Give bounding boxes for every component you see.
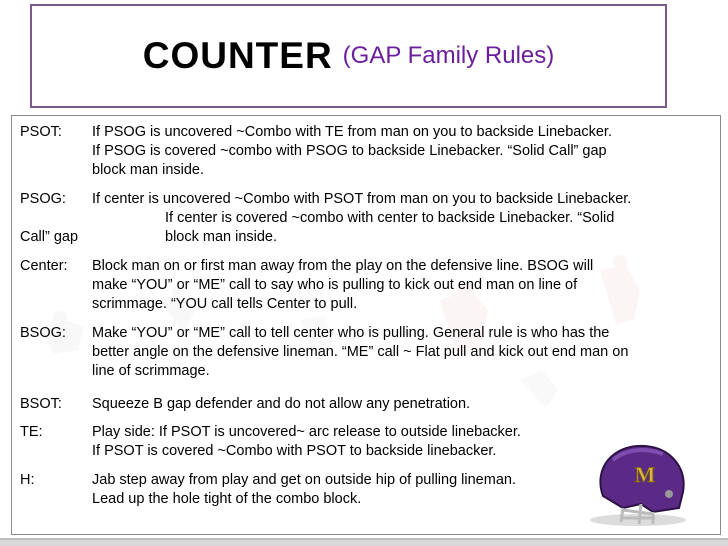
rule-text: Squeeze B gap defender and do not allow any penetration.	[92, 396, 471, 412]
page-title: COUNTER	[142, 35, 333, 76]
football-helmet-icon	[583, 438, 693, 528]
title-box	[30, 4, 667, 108]
helmet-logo: M	[634, 462, 656, 487]
rule-label: H:	[20, 472, 35, 488]
rule-text: Jab step away from play and get on outside hip of pulling lineman. Lead up the hole tight of the combo block.	[92, 472, 516, 507]
rule-text: If center is uncovered ~Combo with PSOT from man on you to backside Linebacker. If center is covered ~combo with center to backside Linebacker. “Solid block man inside.	[92, 191, 632, 245]
page-subtitle: (GAP Family Rules)	[342, 42, 555, 69]
rule-label: BSOT:	[20, 396, 62, 412]
rule-label: TE:	[20, 424, 43, 440]
rule-text: Block man on or first man away from the play on the defensive line. BSOG will make “YOU” or “ME” call to say who is pulling to kick out end man on line of scrimmage. “YOU call tells Center to pull.	[92, 258, 594, 312]
rule-label: PSOG:	[20, 191, 66, 207]
rule-text: Make “YOU” or “ME” call to tell center who is pulling. General rule is who has the better angle on the defensive lineman. “ME” call ~ Flat pull and kick out end man on line of scrimmage.	[92, 325, 629, 379]
bottom-bar	[0, 538, 728, 546]
rule-label: Center:	[20, 258, 68, 274]
rule-label: BSOG:	[20, 325, 66, 341]
rule-label: PSOT:	[20, 124, 62, 140]
rule-label-continuation: Call” gap	[20, 229, 79, 245]
rule-text: If PSOG is uncovered ~Combo with TE from man on you to backside Linebacker. If PSOG is covered ~combo with PSOG to backside Linebacker. “Solid Call” gap block man inside.	[92, 124, 612, 178]
rule-text: Play side: If PSOT is uncovered~ arc release to outside linebacker. If PSOT is covered ~Combo with PSOT to backside linebacker.	[92, 424, 521, 459]
